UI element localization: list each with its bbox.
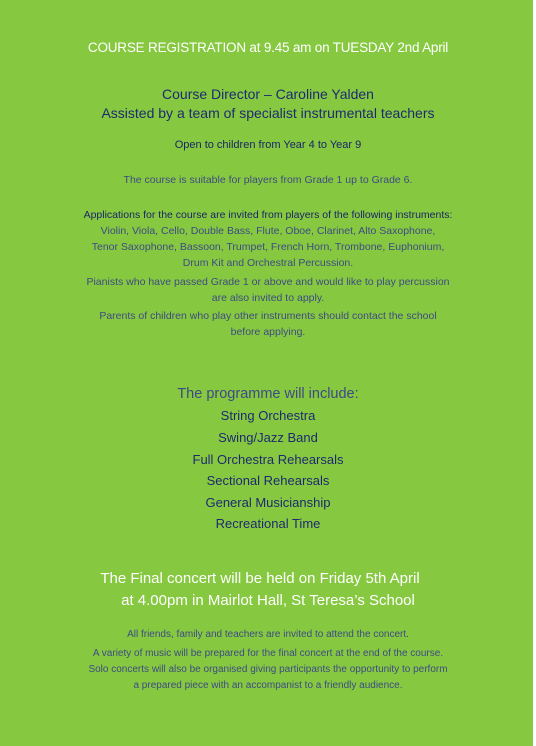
programme-item: General Musicianship — [205, 495, 331, 510]
pianists-line: Pianists who have passed Grade 1 or above and would like to play percussion — [86, 276, 450, 288]
instruments-line: Tenor Saxophone, Bassoon, Trumpet, French Horn, Trombone, Euphonium, — [91, 241, 445, 253]
variety-line: A variety of music will be prepared for the final concert at the end of the course. — [92, 648, 444, 659]
suitable-line: The course is suitable for players from Grade 1 up to Grade 6. — [123, 174, 413, 186]
programme-heading: The programme will include: — [177, 386, 359, 402]
parents-line: before applying. — [230, 326, 306, 338]
final-concert-line: The Final concert will be held on Friday 5th April — [100, 570, 420, 587]
variety-line: Solo concerts will also be organised giving participants the opportunity to perform — [88, 664, 448, 675]
programme-item: Sectional Rehearsals — [206, 473, 330, 488]
programme-item: String Orchestra — [220, 408, 316, 423]
variety-line: a prepared piece with an accompanist to a friendly audience. — [133, 680, 403, 691]
programme-item: Recreational Time — [215, 516, 321, 531]
invite-line: All friends, family and teachers are invited to attend the concert. — [127, 629, 409, 640]
registration-line: COURSE REGISTRATION at 9.45 am on TUESDAY 2nd April — [87, 40, 449, 55]
programme-item: Swing/Jazz Band — [218, 430, 318, 445]
open-to-line: Open to children from Year 4 to Year 9 — [174, 139, 362, 151]
programme-item: Full Orchestra Rehearsals — [192, 452, 344, 467]
final-concert-line: at 4.00pm in Mairlot Hall, St Teresa’s School — [121, 592, 415, 609]
instruments-line: Violin, Viola, Cello, Double Bass, Flute, Oboe, Clarinet, Alto Saxophone, — [100, 225, 436, 237]
assisted-by-line: Assisted by a team of specialist instrumental teachers — [101, 105, 435, 121]
applications-heading: Applications for the course are invited from players of the following instruments: — [83, 209, 453, 221]
course-director-line: Course Director – Caroline Yalden — [162, 86, 374, 102]
pianists-line: are also invited to apply. — [211, 292, 325, 304]
parents-line: Parents of children who play other instruments should contact the school — [99, 310, 437, 322]
instruments-line: Drum Kit and Orchestral Percussion. — [182, 257, 354, 269]
